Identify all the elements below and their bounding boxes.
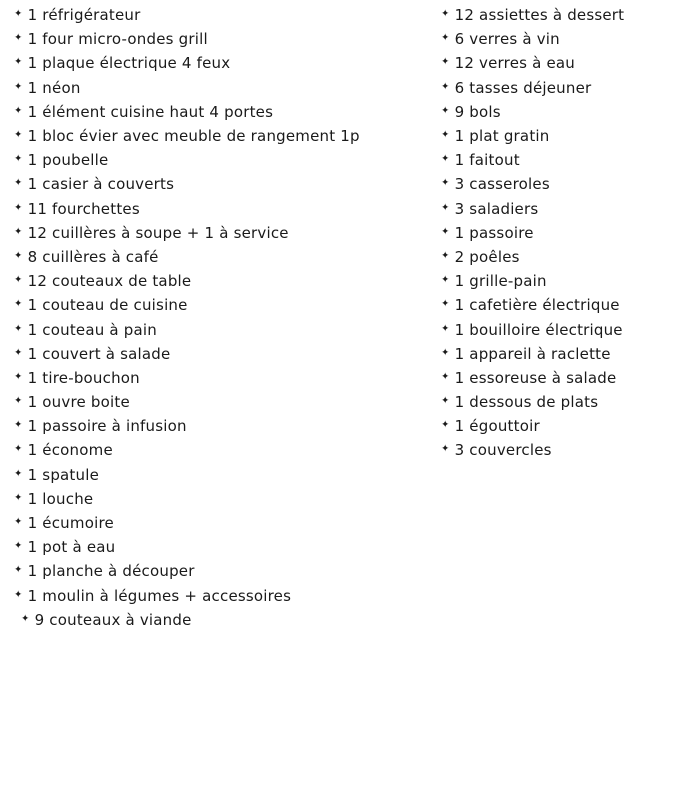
list-item (441, 390, 681, 414)
diamond-bullet-icon: ✦ (14, 153, 23, 165)
list-item-text: 1 spatule (27, 465, 100, 484)
list-item (14, 197, 434, 221)
list-item-text: 1 bouilloire électrique (454, 320, 623, 339)
list-item (14, 172, 434, 196)
diamond-bullet-icon: ✦ (14, 443, 23, 455)
diamond-bullet-icon: ✦ (441, 419, 450, 431)
list-item (14, 51, 434, 75)
list-item (441, 366, 681, 390)
inventory-column-right (441, 3, 681, 463)
list-item-text: 1 planche à découper (27, 562, 195, 581)
list-item-text: 1 couteau de cuisine (27, 296, 188, 315)
diamond-bullet-icon: ✦ (14, 105, 23, 117)
list-item (14, 342, 434, 366)
list-item-text: 1 couteau à pain (27, 320, 157, 339)
list-item (14, 414, 434, 438)
list-item (14, 245, 434, 269)
list-item (14, 535, 434, 559)
diamond-bullet-icon: ✦ (441, 274, 450, 286)
list-item-text: 1 couvert à salade (27, 344, 171, 363)
list-item (441, 124, 681, 148)
diamond-bullet-icon: ✦ (441, 177, 450, 189)
list-item-text: 1 passoire (454, 223, 534, 242)
diamond-bullet-icon: ✦ (14, 323, 23, 335)
list-item-text: 1 louche (27, 489, 94, 508)
list-item-text: 12 verres à eau (454, 54, 575, 73)
diamond-bullet-icon: ✦ (14, 250, 23, 262)
diamond-bullet-icon: ✦ (14, 540, 23, 552)
list-item-text: 12 cuillères à soupe + 1 à service (27, 223, 289, 242)
list-item-text: 1 casier à couverts (27, 175, 175, 194)
diamond-bullet-icon: ✦ (14, 564, 23, 576)
list-item-text: 1 réfrigérateur (27, 6, 141, 25)
diamond-bullet-icon: ✦ (14, 226, 23, 238)
diamond-bullet-icon: ✦ (441, 129, 450, 141)
diamond-bullet-icon: ✦ (441, 202, 450, 214)
diamond-bullet-icon: ✦ (14, 395, 23, 407)
diamond-bullet-icon: ✦ (14, 202, 23, 214)
list-item (441, 3, 681, 27)
diamond-bullet-icon: ✦ (441, 56, 450, 68)
list-item (14, 317, 434, 341)
list-item (21, 608, 434, 632)
list-item-text: 1 grille-pain (454, 272, 547, 291)
list-item (441, 293, 681, 317)
diamond-bullet-icon: ✦ (441, 226, 450, 238)
list-item (441, 221, 681, 245)
diamond-bullet-icon: ✦ (14, 177, 23, 189)
list-item-text: 1 poubelle (27, 151, 109, 170)
list-item (14, 148, 434, 172)
list-item-text: 1 faitout (454, 151, 520, 170)
list-item (14, 438, 434, 462)
list-item (14, 221, 434, 245)
list-item (441, 342, 681, 366)
diamond-bullet-icon: ✦ (14, 81, 23, 93)
diamond-bullet-icon: ✦ (441, 347, 450, 359)
diamond-bullet-icon: ✦ (441, 323, 450, 335)
list-item (441, 172, 681, 196)
list-item-text: 6 verres à vin (454, 30, 560, 49)
diamond-bullet-icon: ✦ (14, 298, 23, 310)
list-item (14, 390, 434, 414)
list-item (14, 584, 434, 608)
list-item-text: 1 four micro-ondes grill (27, 30, 208, 49)
list-item (14, 487, 434, 511)
diamond-bullet-icon: ✦ (441, 298, 450, 310)
list-item-text: 8 cuillères à café (27, 247, 159, 266)
list-item (441, 317, 681, 341)
list-item-text: 11 fourchettes (27, 199, 140, 218)
diamond-bullet-icon: ✦ (14, 492, 23, 504)
list-item (14, 27, 434, 51)
list-item (441, 100, 681, 124)
diamond-bullet-icon: ✦ (441, 371, 450, 383)
list-item-text: 9 bols (454, 102, 501, 121)
diamond-bullet-icon: ✦ (14, 589, 23, 601)
list-item-text: 1 passoire à infusion (27, 417, 187, 436)
list-item-text: 1 écumoire (27, 514, 114, 533)
list-item (14, 3, 434, 27)
diamond-bullet-icon: ✦ (441, 105, 450, 117)
list-item (14, 463, 434, 487)
list-item (14, 293, 434, 317)
list-item (441, 269, 681, 293)
diamond-bullet-icon: ✦ (14, 8, 23, 20)
diamond-bullet-icon: ✦ (441, 8, 450, 20)
list-item-text: 12 couteaux de table (27, 272, 192, 291)
list-item (441, 197, 681, 221)
list-item-text: 1 tire-bouchon (27, 368, 140, 387)
list-item-text: 1 économe (27, 441, 113, 460)
list-item (14, 269, 434, 293)
list-item-text: 6 tasses déjeuner (454, 78, 592, 97)
list-item (441, 245, 681, 269)
list-item (441, 51, 681, 75)
list-item (14, 100, 434, 124)
list-item-text: 1 cafetière électrique (454, 296, 620, 315)
diamond-bullet-icon: ✦ (441, 395, 450, 407)
list-item (441, 76, 681, 100)
list-item-text: 3 casseroles (454, 175, 550, 194)
diamond-bullet-icon: ✦ (441, 81, 450, 93)
list-item-text: 3 saladiers (454, 199, 539, 218)
list-item (14, 76, 434, 100)
list-item-text: 1 pot à eau (27, 538, 116, 557)
list-item-text: 3 couvercles (454, 441, 552, 460)
inventory-column-left (14, 3, 434, 632)
list-item-text: 1 plaque électrique 4 feux (27, 54, 231, 73)
list-item-text: 1 dessous de plats (454, 393, 599, 412)
list-item-text: 1 égouttoir (454, 417, 540, 436)
diamond-bullet-icon: ✦ (441, 32, 450, 44)
list-item-text: 1 néon (27, 78, 81, 97)
diamond-bullet-icon: ✦ (14, 371, 23, 383)
diamond-bullet-icon: ✦ (14, 32, 23, 44)
list-item (441, 414, 681, 438)
list-item-text: 1 moulin à légumes + accessoires (27, 586, 292, 605)
list-item (14, 124, 434, 148)
list-item (441, 27, 681, 51)
diamond-bullet-icon: ✦ (21, 613, 30, 625)
diamond-bullet-icon: ✦ (14, 347, 23, 359)
list-item-text: 12 assiettes à dessert (454, 6, 625, 25)
diamond-bullet-icon: ✦ (14, 419, 23, 431)
diamond-bullet-icon: ✦ (14, 468, 23, 480)
diamond-bullet-icon: ✦ (441, 153, 450, 165)
list-item (14, 511, 434, 535)
diamond-bullet-icon: ✦ (14, 129, 23, 141)
diamond-bullet-icon: ✦ (441, 250, 450, 262)
list-item (441, 438, 681, 462)
list-item-text: 1 essoreuse à salade (454, 368, 617, 387)
list-item-text: 2 poêles (454, 247, 520, 266)
diamond-bullet-icon: ✦ (14, 516, 23, 528)
diamond-bullet-icon: ✦ (14, 56, 23, 68)
diamond-bullet-icon: ✦ (14, 274, 23, 286)
list-item-text: 1 ouvre boite (27, 393, 130, 412)
list-item-text: 1 élément cuisine haut 4 portes (27, 102, 274, 121)
list-item-text: 9 couteaux à viande (34, 610, 192, 629)
list-item (14, 559, 434, 583)
list-item-text: 1 bloc évier avec meuble de rangement 1p (27, 127, 360, 146)
list-item-text: 1 plat gratin (454, 127, 550, 146)
diamond-bullet-icon: ✦ (441, 443, 450, 455)
list-item (441, 148, 681, 172)
list-item-text: 1 appareil à raclette (454, 344, 611, 363)
list-item (14, 366, 434, 390)
